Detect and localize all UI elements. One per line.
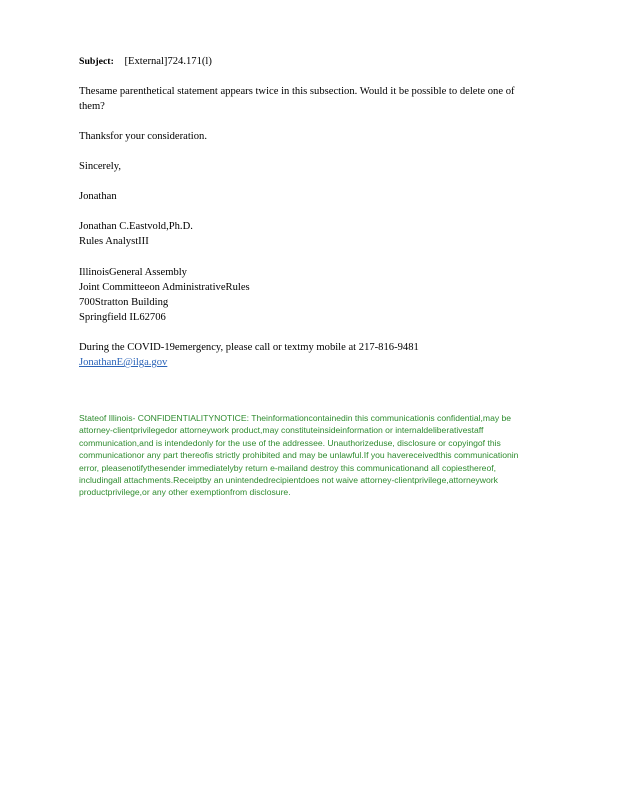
email-link[interactable]: JonathanE@ilga.gov: [79, 357, 168, 368]
subject-value: [External]724.171(l): [124, 56, 212, 67]
closing-line: Sincerely,: [79, 161, 121, 172]
subject-line: [79, 55, 212, 69]
sender-first-name: Jonathan: [79, 191, 117, 202]
confidentiality-notice: Stateof Illinois- CONFIDENTIALITYNOTICE: Theinformationcontainedin this communicationis confidential,may be attorney-clientprivilegedor attorneywork product,may constituteinsideinformation or internaldeliberativestaff communication,and is intendedonly for the use of the addressee. Unauthorizeduse, disclosure or copyingof this communicationor any part thereofis strictly prohibited and may be unlawful.If you havereceivedthis communicationin error, pleasenotifythesender immediatelyby return e-mailand destroy this communicationand all copiesthereof, includingall attachments.Receiptby an unintendedrecipientdoes not waive attorney-clientprivilege,attorneywork productprivilege,or any other exemptionfrom disclosure.: [79, 413, 519, 498]
signature-committee: Joint Committeeon AdministrativeRules: [79, 282, 250, 293]
subject-label: Subject:: [79, 56, 114, 67]
signature-title: Rules AnalystIII: [79, 236, 149, 247]
covid-note: During the COVID-19emergency, please call or textmy mobile at 217-816-9481: [79, 342, 419, 353]
signature-building: 700Stratton Building: [79, 297, 169, 308]
body-paragraph: Thesame parenthetical statement appears twice in this subsection. Would it be possible to delete one of them?: [79, 86, 515, 112]
signature-org: IllinoisGeneral Assembly: [79, 267, 187, 278]
signature-full-name: Jonathan C.Eastvold,Ph.D.: [79, 221, 193, 232]
thanks-line: Thanksfor your consideration.: [79, 131, 207, 142]
signature-city: Springfield IL62706: [79, 312, 166, 323]
